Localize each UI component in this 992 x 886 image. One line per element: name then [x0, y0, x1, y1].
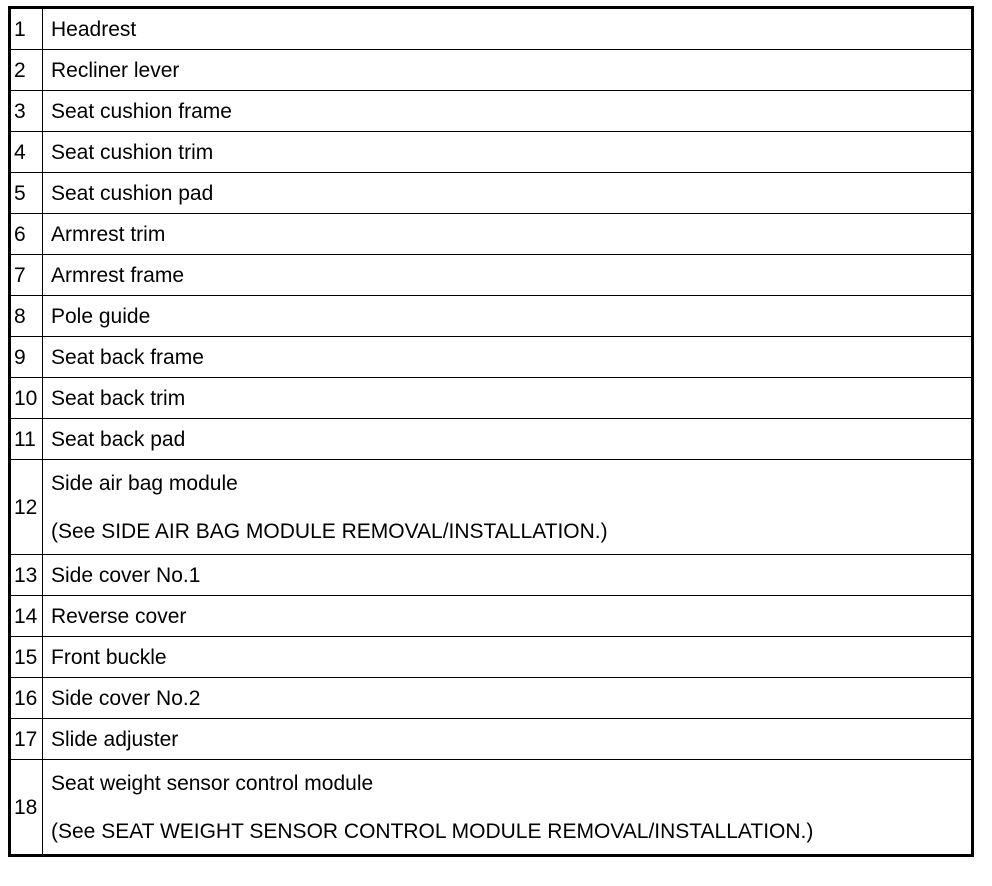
part-description: Side cover No.2: [43, 678, 973, 719]
table-row: [10, 173, 973, 214]
part-description: Seat cushion frame: [43, 91, 973, 132]
part-description: Side cover No.1: [43, 555, 973, 596]
part-description: Seat weight sensor control module: [51, 771, 374, 795]
table-row: [10, 637, 973, 678]
part-number: 8: [10, 296, 43, 337]
part-number: 1: [10, 8, 43, 50]
table-row: [10, 419, 973, 460]
part-number: 14: [10, 596, 43, 637]
part-description: Seat back frame: [43, 337, 973, 378]
table-row: [10, 91, 973, 132]
table-row: [10, 719, 973, 760]
part-number: 17: [10, 719, 43, 760]
part-number: 11: [10, 419, 43, 460]
part-description: Headrest: [43, 8, 973, 50]
part-description: Armrest trim: [43, 214, 973, 255]
part-description: Armrest frame: [43, 255, 973, 296]
table-row: [10, 460, 973, 555]
part-description: Recliner lever: [43, 50, 973, 91]
part-description-cell: [43, 460, 973, 555]
part-number: 18: [10, 760, 43, 856]
part-number: 15: [10, 637, 43, 678]
table-row: [10, 760, 973, 856]
table-row: [10, 132, 973, 173]
part-number: 16: [10, 678, 43, 719]
part-number: 4: [10, 132, 43, 173]
part-description: Side air bag module: [51, 471, 238, 495]
part-description: Seat back pad: [43, 419, 973, 460]
part-number: 13: [10, 555, 43, 596]
part-number: 7: [10, 255, 43, 296]
part-description-cell: [43, 760, 973, 856]
part-number: 9: [10, 337, 43, 378]
table-row: [10, 337, 973, 378]
table-row: [10, 378, 973, 419]
table-row: [10, 678, 973, 719]
part-number: 2: [10, 50, 43, 91]
part-number: 12: [10, 460, 43, 555]
part-description: Pole guide: [43, 296, 973, 337]
table-row: [10, 596, 973, 637]
part-number: 6: [10, 214, 43, 255]
table-row: [10, 555, 973, 596]
part-description: Slide adjuster: [43, 719, 973, 760]
part-reference-note: (See SEAT WEIGHT SENSOR CONTROL MODULE REMOVAL/INSTALLATION.): [51, 819, 814, 843]
part-description: Seat cushion trim: [43, 132, 973, 173]
part-number: 5: [10, 173, 43, 214]
parts-table: [8, 6, 974, 857]
part-reference-note: (See SIDE AIR BAG MODULE REMOVAL/INSTALLATION.): [51, 519, 608, 543]
part-number: 10: [10, 378, 43, 419]
part-description: Front buckle: [43, 637, 973, 678]
part-description: Seat cushion pad: [43, 173, 973, 214]
part-description: Reverse cover: [43, 596, 973, 637]
table-row: [10, 214, 973, 255]
part-number: 3: [10, 91, 43, 132]
table-row: [10, 8, 973, 50]
table-row: [10, 255, 973, 296]
table-row: [10, 296, 973, 337]
table-row: [10, 50, 973, 91]
part-description: Seat back trim: [43, 378, 973, 419]
